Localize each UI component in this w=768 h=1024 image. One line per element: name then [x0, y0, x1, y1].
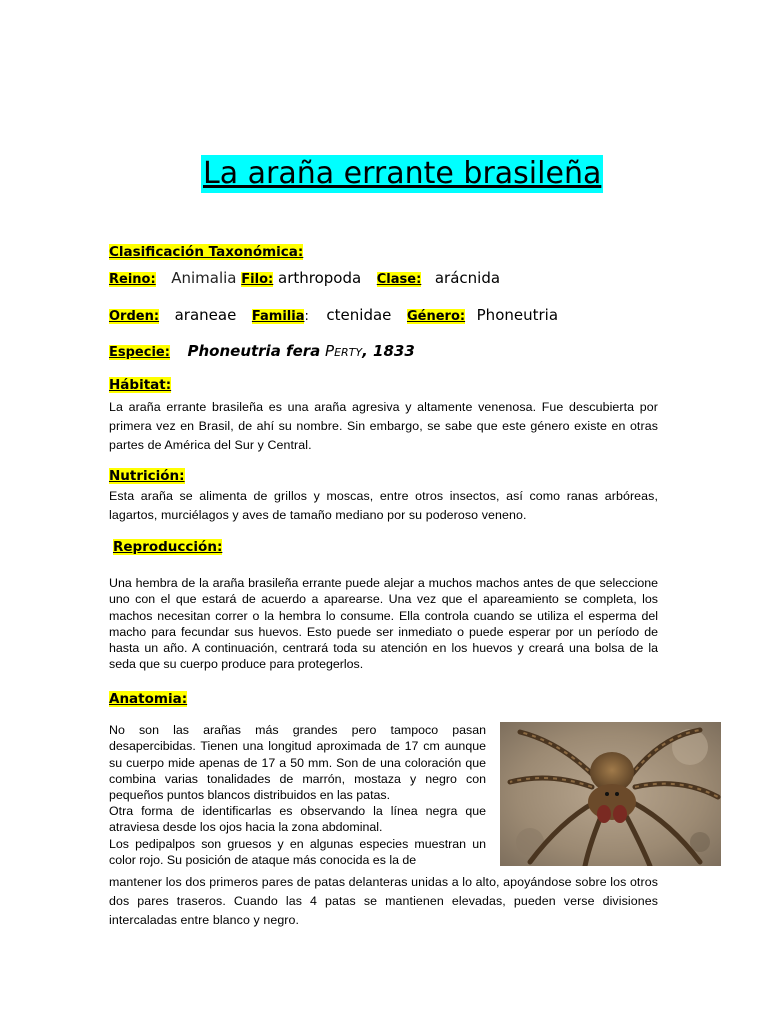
reproduccion-paragraph: Una hembra de la araña brasileña errante puede alejar a muchos machos antes de que seleccione uno con el que estará de acuerdo a aparearse. Una vez que el apareamiento se completa, los machos necesitan correr o la hembra lo consume. Ella controla cuando se utiliza el esperma del macho para fecundar sus huevos. Esto puede ser inmediato o puede esperar por un período de hasta un año. A continuación, centrará toda su atención en los huevos y creará una bolsa de la seda que su cuerpo produce para protegerlos.	[109, 576, 658, 672]
taxonomy-row-1	[109, 268, 500, 290]
nutricion-heading	[109, 467, 185, 485]
anatomia-paragraph-3: Los pedipalpos son gruesos y en algunas especies muestran un color rojo. Su posición de ataque más conocida es la de	[109, 837, 486, 868]
especie-author-initial: P	[325, 342, 335, 360]
filo-label: Filo:	[241, 272, 274, 287]
taxonomy-heading	[109, 243, 303, 261]
taxonomy-row-2	[109, 305, 558, 327]
especie-value: Phoneutria fera	[187, 342, 321, 360]
orden-label: Orden:	[109, 309, 160, 324]
anatomia-paragraph-2: Otra forma de identificarlas es observando la línea negra que atraviesa desde los ojos hacia la zona abdominal.	[109, 804, 486, 835]
reino-label: Reino:	[109, 272, 156, 287]
filo-value: arthropoda	[278, 269, 362, 287]
anatomia-heading	[109, 690, 187, 708]
familia-value: ctenidae	[326, 306, 392, 324]
anatomia-paragraph-1: No son las arañas más grandes pero tampoco pasan desapercibidas. Tienen una longitud aproximada de 17 cm aunque su cuerpo mide apenas de 17 a 50 mm. Son de una coloración que combina varias tonalidades de marrón, mostaza y negro con pequeños puntos blancos distribuidos en las patas.	[109, 723, 486, 803]
reproduccion-heading	[113, 538, 222, 556]
habitat-paragraph: La araña errante brasileña es una araña agresiva y altamente venenosa. Fue descubierta por primera vez en Brasil, de ahí su nombre. Sin embargo, se sabe que este género existe en otras partes de América del Sur y Central.	[109, 400, 658, 452]
especie-label: Especie:	[109, 345, 170, 360]
spider-image	[500, 722, 721, 866]
genero-label: Género:	[406, 309, 466, 324]
nutricion-heading-label: Nutrición:	[109, 468, 185, 484]
taxonomy-heading-label: Clasificación Taxonómica:	[109, 244, 304, 260]
especie-author-rest: ERTY	[334, 346, 363, 359]
orden-value: araneae	[174, 306, 237, 324]
clase-value: arácnida	[434, 269, 501, 287]
reino-value: Animalia	[171, 269, 237, 287]
habitat-heading	[109, 376, 171, 394]
spider-photo	[500, 722, 721, 866]
familia-label: Familia	[251, 309, 305, 324]
familia-colon: :	[304, 309, 309, 324]
nutricion-paragraph: Esta araña se alimenta de grillos y moscas, entre otros insectos, así como ranas arbóreas, lagartos, murciélagos y aves de tamaño mediano por su poderoso veneno.	[109, 489, 658, 522]
page-title: La araña errante brasileña	[203, 156, 602, 191]
anatomia-heading-label: Anatomia:	[109, 691, 188, 707]
anatomia-paragraph-3-continued: mantener los dos primeros pares de patas delanteras unidas a lo alto, apoyándose sobre los otros dos pares traseros. Cuando las 4 patas se mantienen elevadas, pueden verse divisiones intercaladas entre blanco y negro.	[109, 875, 658, 927]
reproduccion-heading-label: Reproducción:	[113, 539, 223, 555]
genero-value: Phoneutria	[476, 306, 559, 324]
taxonomy-row-3	[109, 341, 415, 363]
especie-author	[325, 342, 415, 360]
habitat-heading-label: Hábitat:	[109, 377, 172, 393]
especie-year: , 1833	[362, 342, 415, 360]
clase-label: Clase:	[376, 272, 422, 287]
